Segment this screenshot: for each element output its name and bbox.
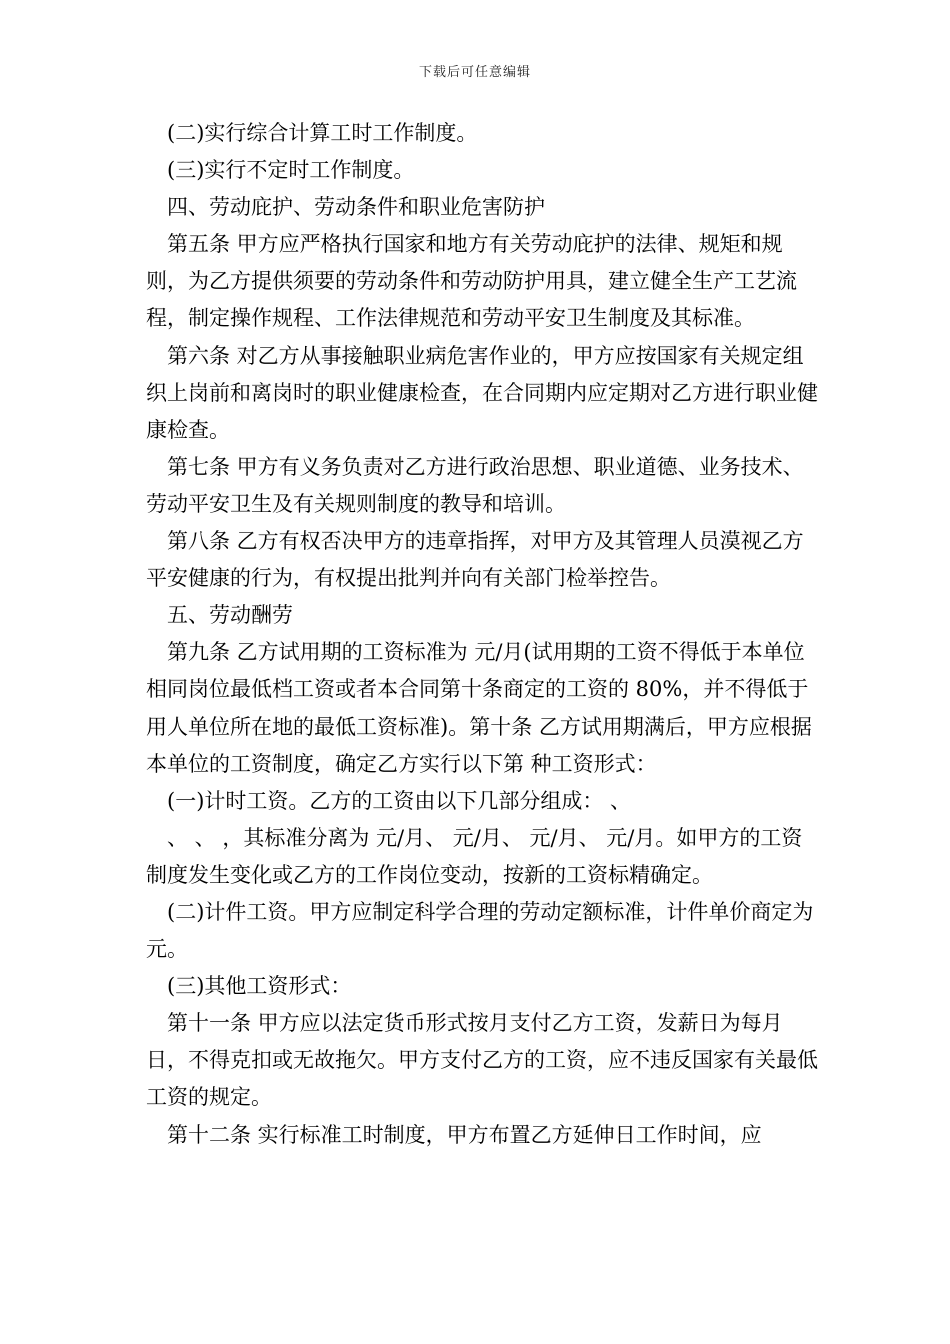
document-body (146, 115, 821, 1154)
paragraph-time-wage: (一)计时工资。乙方的工资由以下几部分组成： 、 (167, 788, 632, 813)
article-6: 第六条 对乙方从事接触职业病危害作业的，甲方应按国家有关规定组织上岗前和离岗时的职业健康检查，在合同期内应定期对乙方进行职业健康检查。 (146, 343, 818, 442)
section-heading-remuneration: 五、劳动酬劳 (167, 603, 293, 628)
page-header: 下载后可任意编辑 (418, 65, 531, 80)
article-11: 第十一条 甲方应以法定货币形式按月支付乙方工资，发薪日为每月 日，不得克扣或无故拖欠。甲方支付乙方的工资，应不违反国家有关最低工资的规定。 (146, 1011, 818, 1110)
paragraph-other-wage: (三)其他工资形式： (167, 974, 352, 999)
paragraph-wage-components: 、 、 ，其标准分离为 元/月、 元/月、 元/月、 元/月。如甲方的工资制度发生变化或乙方的工作岗位变动，按新的工资标精确定。 (146, 825, 803, 887)
article-8: 第八条 乙方有权否决甲方的违章指挥，对甲方及其管理人员漠视乙方平安健康的行为，有权提出批判并向有关部门检举控告。 (146, 529, 804, 591)
section-heading-labor-protection: 四、劳动庇护、劳动条件和职业危害防护 (167, 195, 545, 220)
article-12: 第十二条 实行标准工时制度，甲方布置乙方延伸日工作时间，应 (167, 1122, 762, 1147)
paragraph-flexible-hours: (三)实行不定时工作制度。 (167, 158, 415, 183)
article-9-10: 第九条 乙方试用期的工资标准为 元/月(试用期的工资不得低于本单位相同岗位最低档工资或者本合同第十条商定的工资的 80%，并不得低于用人单位所在地的最低工资标准)。第十条 乙方试用期满后，甲方应根据本单位的工资制度，确定乙方实行以下第 种工资形式： (146, 640, 812, 776)
paragraph-comprehensive-hours: (二)实行综合计算工时工作制度。 (167, 121, 478, 145)
article-7: 第七条 甲方有义务负责对乙方进行政治思想、职业道德、业务技术、劳动平安卫生及有关规则制度的教导和培训。 (146, 454, 804, 516)
paragraph-piece-wage: (二)计件工资。甲方应制定科学合理的劳动定额标准，计件单价商定为 元。 (146, 899, 821, 962)
article-5: 第五条 甲方应严格执行国家和地方有关劳动庇护的法律、规矩和规则，为乙方提供须要的劳动条件和劳动防护用具，建立健全生产工艺流程，制定操作规程、工作法律规范和劳动平安卫生制度及其标准。 (146, 232, 797, 331)
